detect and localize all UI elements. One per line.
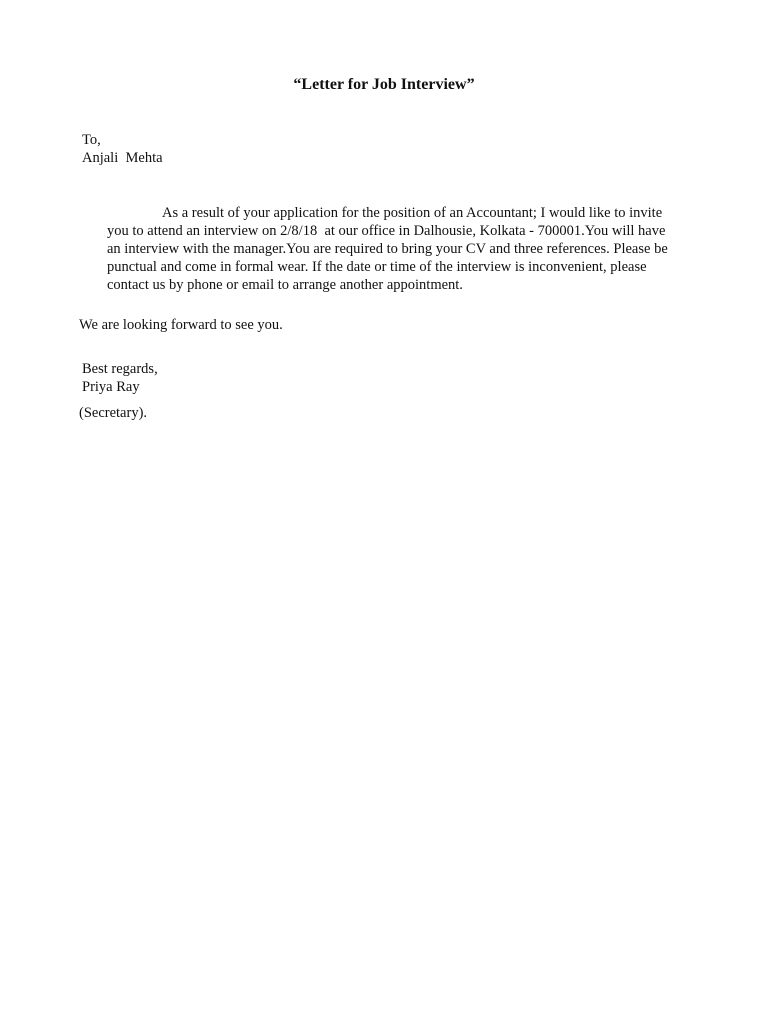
body-line: contact us by phone or email to arrange another appointment. <box>107 277 463 293</box>
signer-role: (Secretary). <box>79 405 148 421</box>
salutation: To, <box>82 132 101 148</box>
recipient-name: Anjali Mehta <box>82 150 163 166</box>
body-line: you to attend an interview on 2/8/18 at our office in Dalhousie, Kolkata - 700001.You will have <box>107 223 666 239</box>
signer-name: Priya Ray <box>82 379 140 395</box>
body-line: As a result of your application for the position of an Accountant; I would like to invite <box>162 205 663 221</box>
closing-line: We are looking forward to see you. <box>79 317 283 333</box>
letter-title: “Letter for Job Interview” <box>293 76 475 93</box>
body-line: an interview with the manager.You are required to bring your CV and three references. Please be <box>107 241 668 257</box>
letter-body <box>107 204 692 294</box>
body-line: punctual and come in formal wear. If the date or time of the interview is inconvenient, please <box>107 259 647 275</box>
regards-line: Best regards, <box>82 361 158 377</box>
